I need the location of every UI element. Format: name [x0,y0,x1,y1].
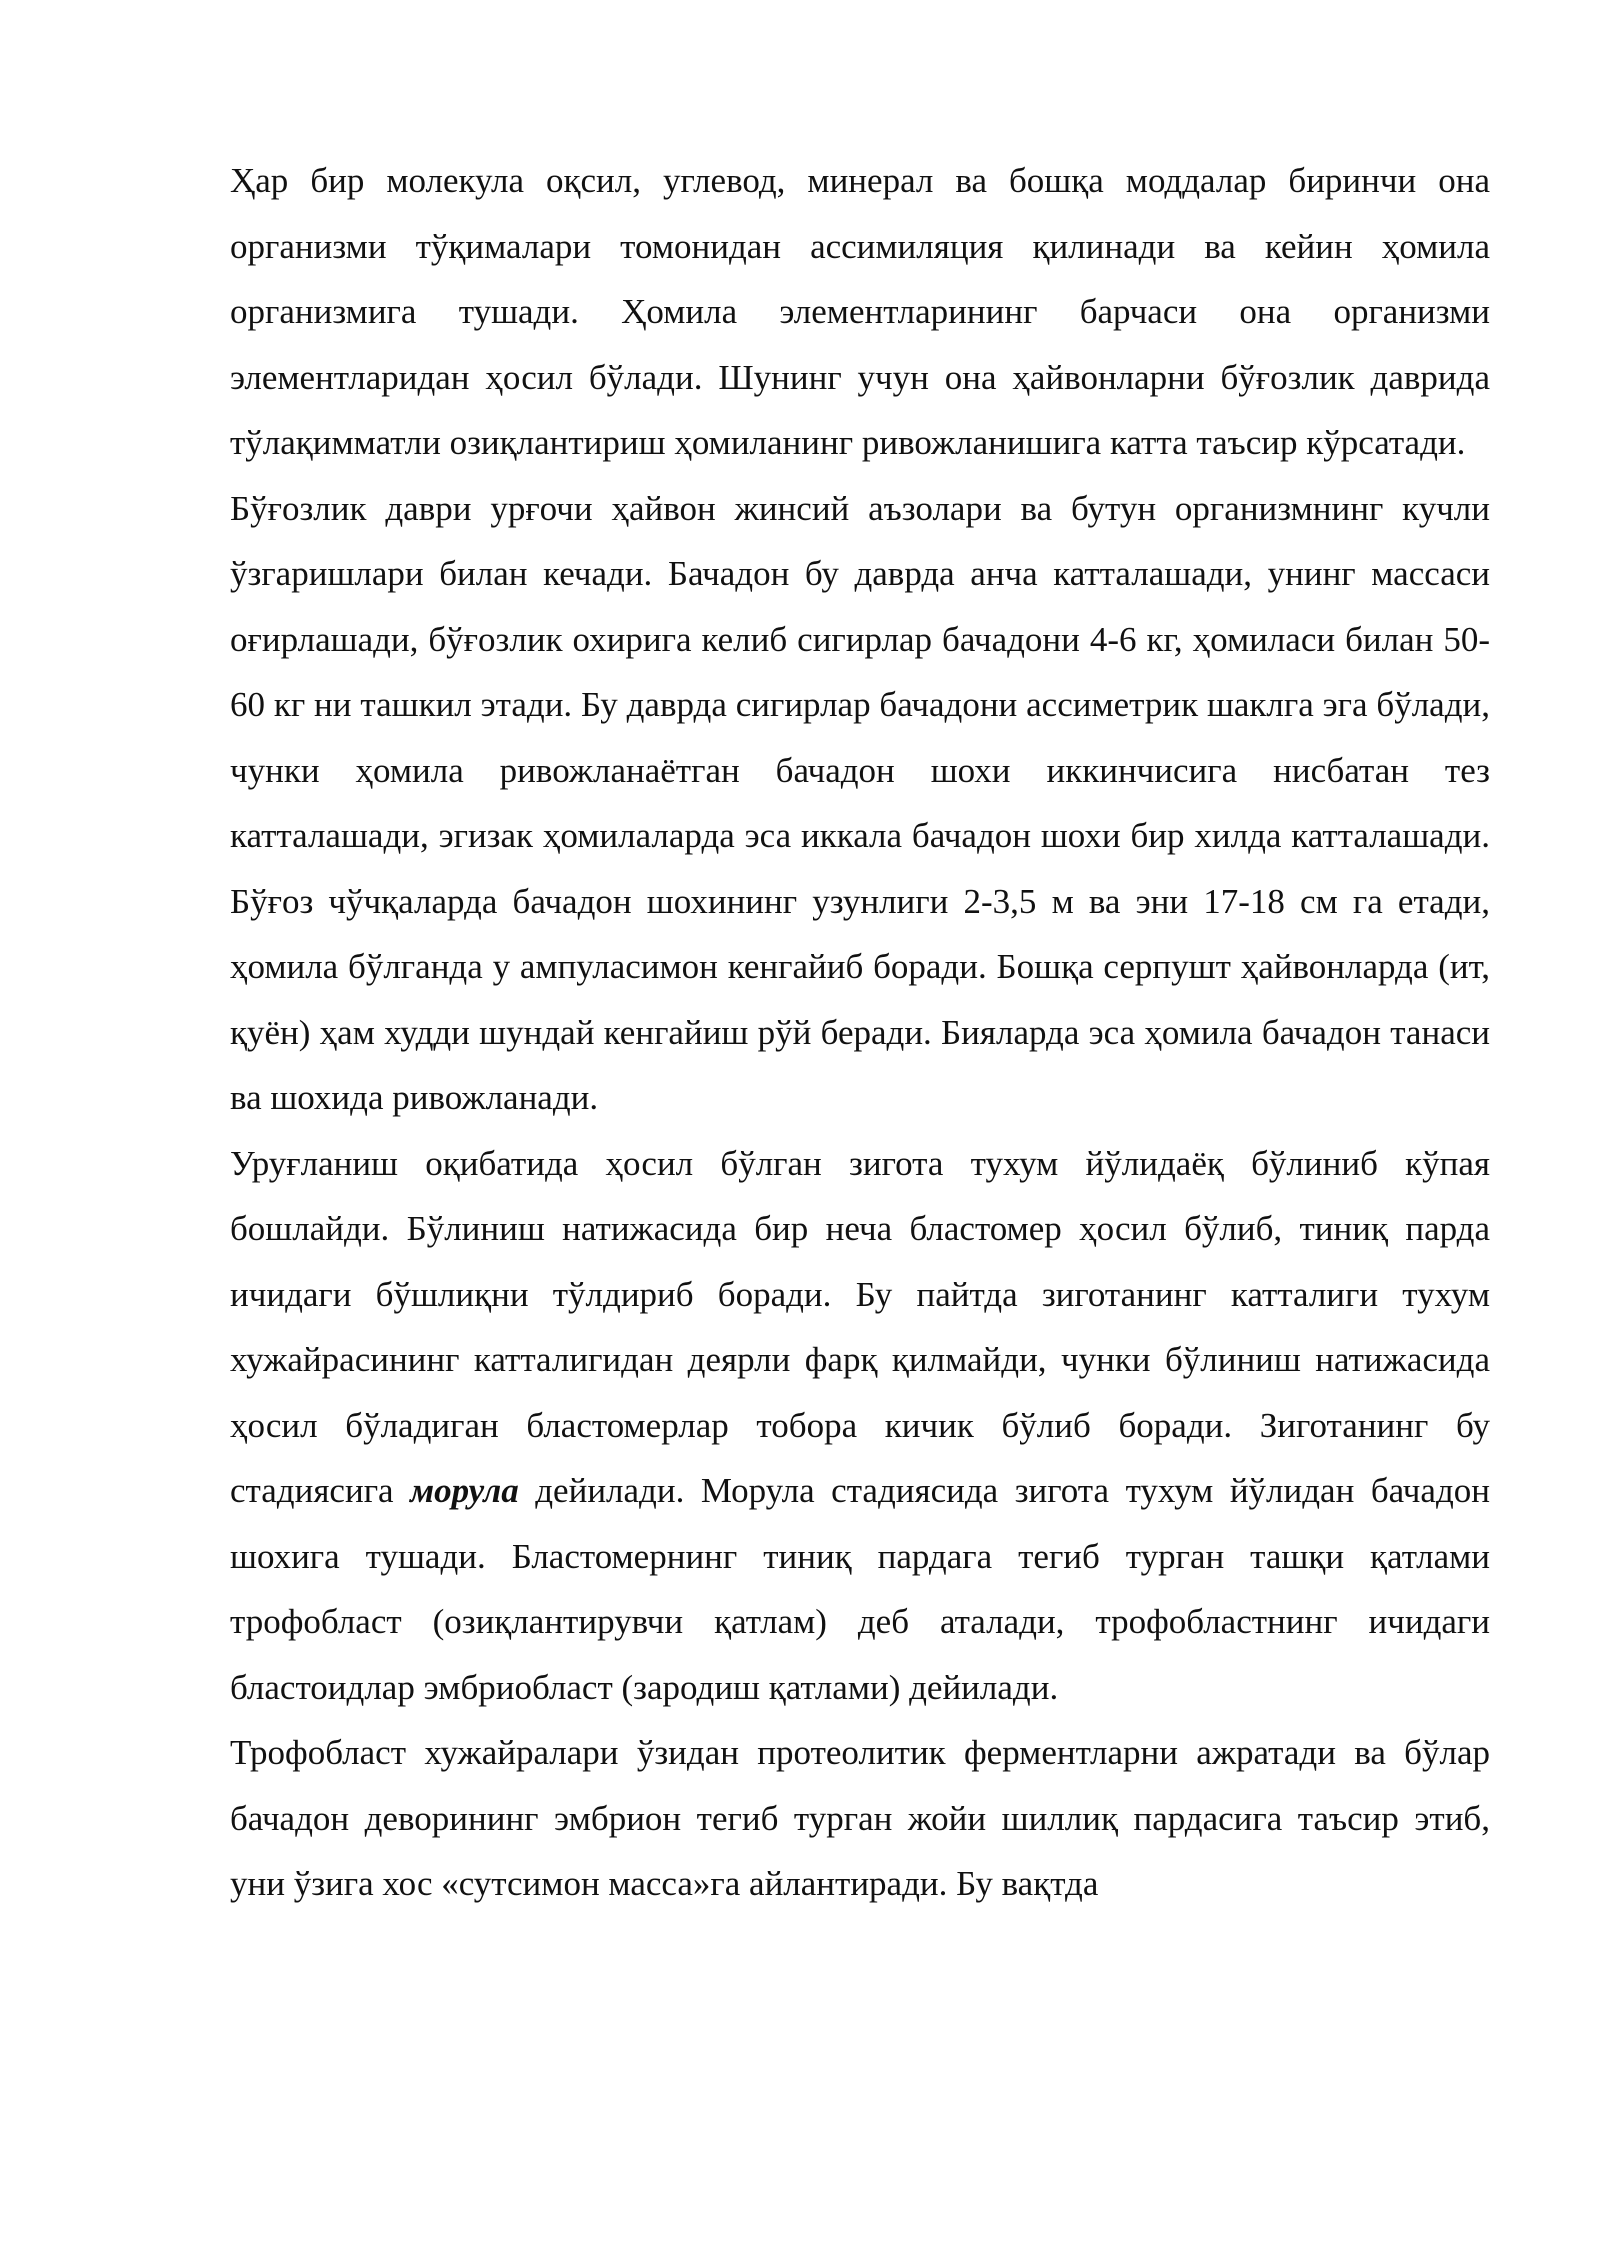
paragraph-text-after-term: дейилади. Морула стадиясида зигота тухум йўлидан бачадон шохига тушади. Бластомернинг тиниқ пардага тегиб турган ташқи қатлами трофобласт (озиқлантирувчи қатлам) деб аталади, трофобластнинг ичидаги бластоидлар эмбриобласт (зародиш қатлами) дейилади. [230,1471,1490,1707]
paragraph-pregnancy-period: Бўғозлик даври урғочи ҳайвон жинсий аъзолари ва бутун организмнинг кучли ўзгаришлари билан кечади. Бачадон бу даврда анча катталашади, унинг массаси оғирлашади, бўғозлик охирига келиб сигирлар бачадони 4-6 кг, ҳомиласи билан 50-60 кг ни ташкил этади. Бу даврда сигирлар бачадони ассиметрик шаклга эга бўлади, чунки ҳомила ривожланаётган бачадон шохи иккинчисига нисбатан тез катталашади, эгизак ҳомилаларда эса иккала бачадон шохи бир хилда катталашади. Бўғоз чўчқаларда бачадон шохининг узунлиги 2-3,5 м ва эни 17-18 см га етади, ҳомила бўлганда у ампуласимон кенгайиб боради. Бошқа серпушт ҳайвонларда (ит, қуён) ҳам худди шундай кенгайиш рўй беради. Бияларда эса ҳомила бачадон танаси ва шохида ривожланади. [230,488,1490,1117]
paragraph-zygote-division [230,1131,1490,1721]
document-page [230,148,1490,1917]
paragraph-nutrition: Ҳар бир молекула оқсил, углевод, минерал ва бошқа моддалар биринчи она организми тўқималари томонидан ассимиляция қилинади ва кейин ҳомила организмига тушади. Ҳомила элементларининг барчаси она организми элементларидан ҳосил бўлади. Шунинг учун она ҳайвонларни бўғозлик даврида тўлақимматли озиқлантириш ҳомиланинг ривожланишига катта таъсир кўрсатади. [230,161,1490,462]
paragraph-text-before-term: Уруғланиш оқибатида ҳосил бўлган зигота тухум йўлидаёқ бўлиниб кўпая бошлайди. Бўлиниш натижасида бир неча бластомер ҳосил бўлиб, тиниқ парда ичидаги бўшлиқни тўлдириб боради. Бу пайтда зиготанинг катталиги тухум хужайрасининг катталигидан деярли фарқ қилмайди, чунки бўлиниш натижасида ҳосил бўладиган бластомерлар тобора кичик бўлиб боради. Зиготанинг бу стадиясига [230,1143,1490,1510]
term-morula: морула [410,1471,519,1510]
paragraph-trophoblast: Трофобласт хужайралари ўзидан протеолитик ферментларни ажратади ва бўлар бачадон деворининг эмбрион тегиб турган жойи шиллиқ пардасига таъсир этиб, уни ўзига хос «сутсимон масса»га айлантиради. Бу вақтда [230,1733,1490,1903]
